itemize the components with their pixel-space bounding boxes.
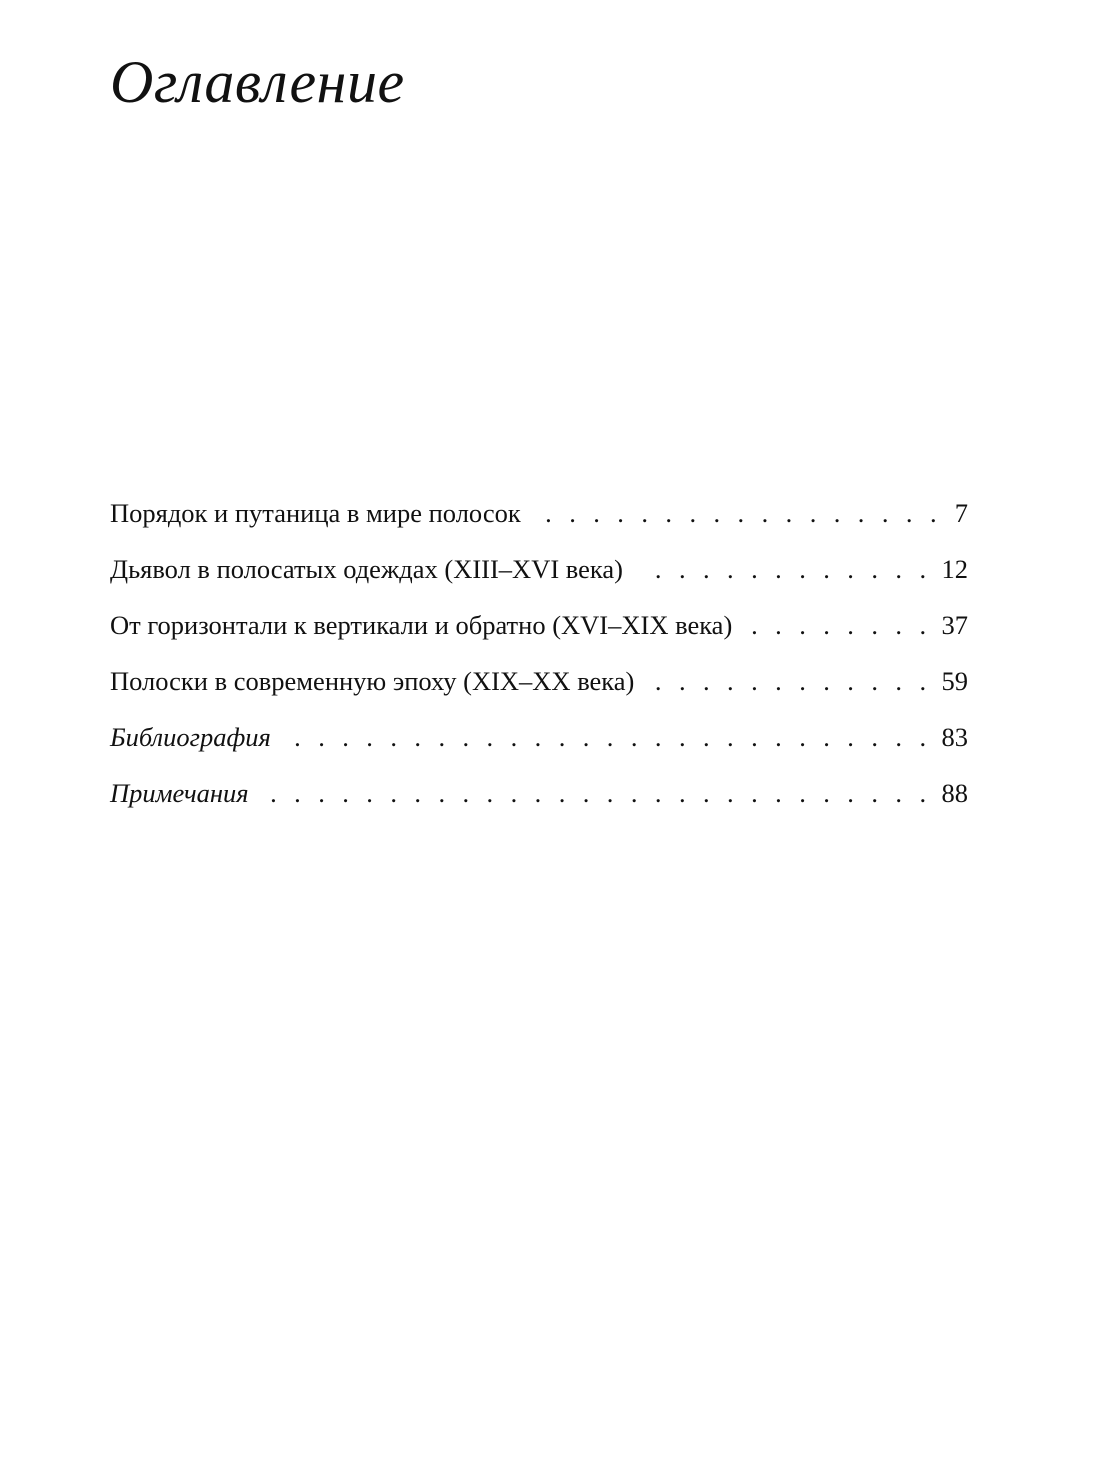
toc-entry-bibliography[interactable] bbox=[110, 714, 968, 770]
toc-entry-order-and-confusion[interactable] bbox=[110, 490, 968, 546]
dot-leader bbox=[637, 546, 932, 592]
toc-entry-devil-in-striped-clothes[interactable] bbox=[110, 546, 968, 602]
dot-leader bbox=[648, 658, 931, 704]
toc-entry-title: Примечания bbox=[110, 778, 249, 808]
dot-leader bbox=[285, 714, 932, 760]
page-title: Оглавление bbox=[110, 49, 405, 115]
toc-entry-title: Библиография bbox=[110, 722, 271, 752]
toc-entry-horizontal-to-vertical[interactable] bbox=[110, 602, 968, 658]
dot-leader bbox=[263, 770, 932, 816]
toc-entry-page-number: 37 bbox=[941, 610, 968, 640]
toc-entry-page-number: 12 bbox=[941, 554, 968, 584]
dot-leader bbox=[746, 602, 931, 648]
dot-leader bbox=[535, 490, 942, 536]
toc-entry-title: Полоски в современную эпоху (XIX–XX века) bbox=[110, 666, 635, 696]
toc-entry-notes[interactable] bbox=[110, 770, 968, 826]
toc-entry-title: Дьявол в полосатых одеждах (XIII–XVI века) bbox=[110, 554, 623, 584]
toc-entry-title: От горизонтали к вертикали и обратно (XVI–XIX века) bbox=[110, 610, 733, 640]
toc-entry-page-number: 59 bbox=[941, 666, 968, 696]
toc-entry-page-number: 83 bbox=[941, 722, 968, 752]
toc-entry-page-number: 7 bbox=[954, 498, 968, 528]
toc-entry-modern-era-stripes[interactable] bbox=[110, 658, 968, 714]
toc-entry-title: Порядок и путаница в мире полосок bbox=[110, 498, 521, 528]
toc-entry-page-number: 88 bbox=[941, 778, 968, 808]
table-of-contents bbox=[110, 490, 968, 826]
